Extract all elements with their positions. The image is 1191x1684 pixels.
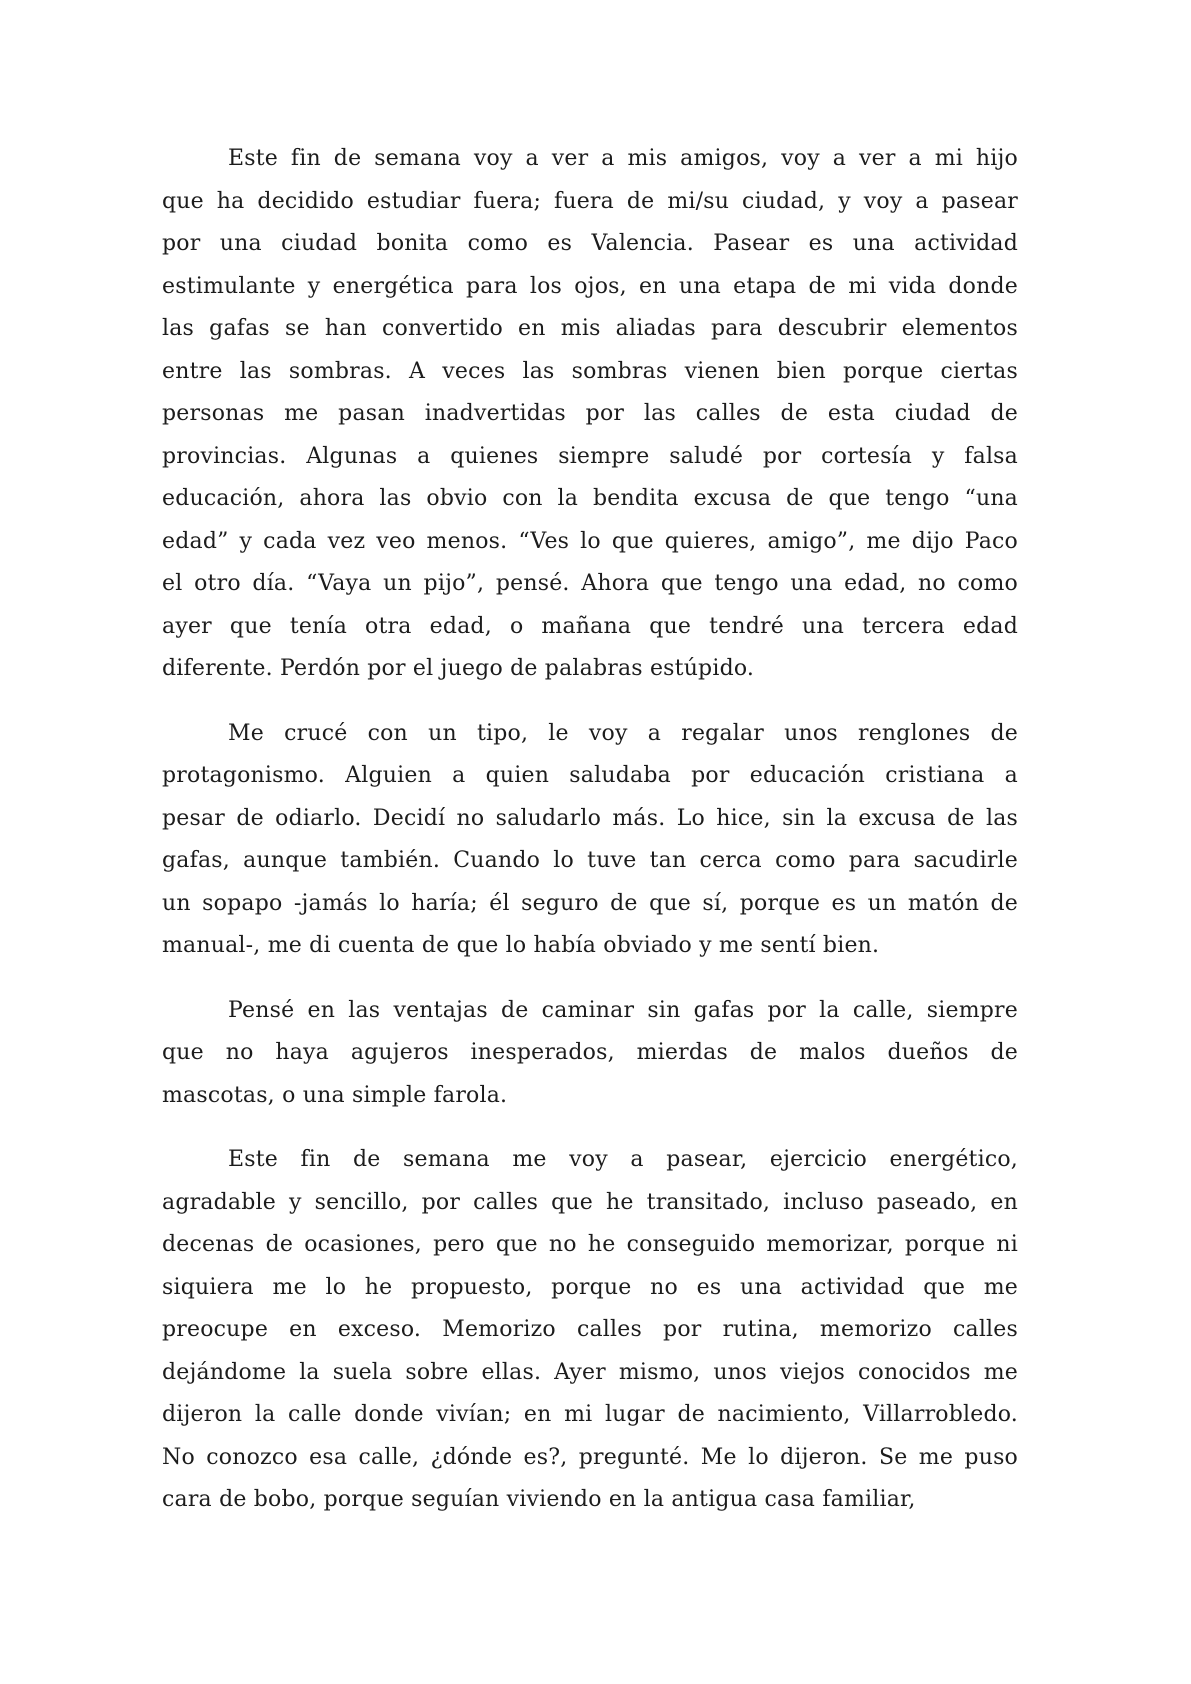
- text-line: cara de bobo, porque seguían viviendo en la antigua casa familiar,: [162, 1487, 916, 1512]
- text-line: protagonismo. Alguien a quien saludaba por educación cristiana a: [162, 763, 1018, 788]
- text-line: gafas, aunque también. Cuando lo tuve tan cerca como para sacudirle: [162, 848, 1018, 873]
- text-line: Pensé en las ventajas de caminar sin gafas por la calle, siempre: [228, 997, 1018, 1023]
- text-line: siquiera me lo he propuesto, porque no es una actividad que me: [162, 1274, 1018, 1300]
- text-line: Este fin de semana voy a ver a mis amigos, voy a ver a mi hijo: [228, 146, 1018, 171]
- text-line: educación, ahora las obvio con la bendita excusa de que tengo “una: [162, 486, 1018, 511]
- text-line: entre las sombras. A veces las sombras vienen bien porque ciertas: [162, 358, 1018, 384]
- paragraph-1: [162, 138, 1018, 691]
- paragraph-3: [162, 990, 1018, 1118]
- text-line: un sopapo -jamás lo haría; él seguro de que sí, porque es un matón de: [162, 890, 1018, 916]
- text-line: preocupe en exceso. Memorizo calles por rutina, memorizo calles: [162, 1317, 1018, 1342]
- text-line: agradable y sencillo, por calles que he transitado, incluso paseado, en: [162, 1189, 1018, 1215]
- text-line: decenas de ocasiones, pero que no he conseguido memorizar, porque ni: [162, 1232, 1018, 1257]
- text-line: Me crucé con un tipo, le voy a regalar unos renglones de: [228, 720, 1018, 746]
- text-line: las gafas se han convertido en mis aliadas para descubrir elementos: [162, 316, 1018, 341]
- text-line: personas me pasan inadvertidas por las calles de esta ciudad de: [162, 401, 1018, 426]
- text-line: ayer que tenía otra edad, o mañana que tendré una tercera edad: [162, 613, 1018, 639]
- text-line: edad” y cada vez veo menos. “Ves lo que quieres, amigo”, me dijo Paco: [162, 528, 1018, 554]
- text-line: dejándome la suela sobre ellas. Ayer mismo, unos viejos conocidos me: [162, 1359, 1018, 1385]
- text-line: el otro día. “Vaya un pijo”, pensé. Ahora que tengo una edad, no como: [162, 571, 1018, 596]
- paragraph-4: [162, 1139, 1018, 1522]
- text-line: provincias. Algunas a quienes siempre saludé por cortesía y falsa: [162, 443, 1018, 469]
- text-line: manual-, me di cuenta de que lo había obviado y me sentí bien.: [162, 933, 880, 958]
- text-line: Este fin de semana me voy a pasear, ejercicio energético,: [228, 1147, 1018, 1172]
- paragraph-2: [162, 713, 1018, 968]
- text-line: estimulante y energética para los ojos, en una etapa de mi vida donde: [162, 273, 1018, 299]
- text-line: diferente. Perdón por el juego de palabras estúpido.: [162, 656, 755, 681]
- text-line: que no haya agujeros inesperados, mierdas de malos dueños de: [162, 1040, 1018, 1065]
- text-line: mascotas, o una simple farola.: [162, 1082, 508, 1108]
- text-line: que ha decidido estudiar fuera; fuera de mi/su ciudad, y voy a pasear: [162, 188, 1018, 214]
- text-line: por una ciudad bonita como es Valencia. Pasear es una actividad: [162, 231, 1018, 256]
- text-line: pesar de odiarlo. Decidí no saludarlo más. Lo hice, sin la excusa de las: [162, 805, 1018, 831]
- text-block: [162, 138, 1018, 1544]
- text-line: dijeron la calle donde vivían; en mi lugar de nacimiento, Villarrobledo.: [162, 1402, 1018, 1427]
- text-line: No conozco esa calle, ¿dónde es?, pregunté. Me lo dijeron. Se me puso: [162, 1444, 1018, 1470]
